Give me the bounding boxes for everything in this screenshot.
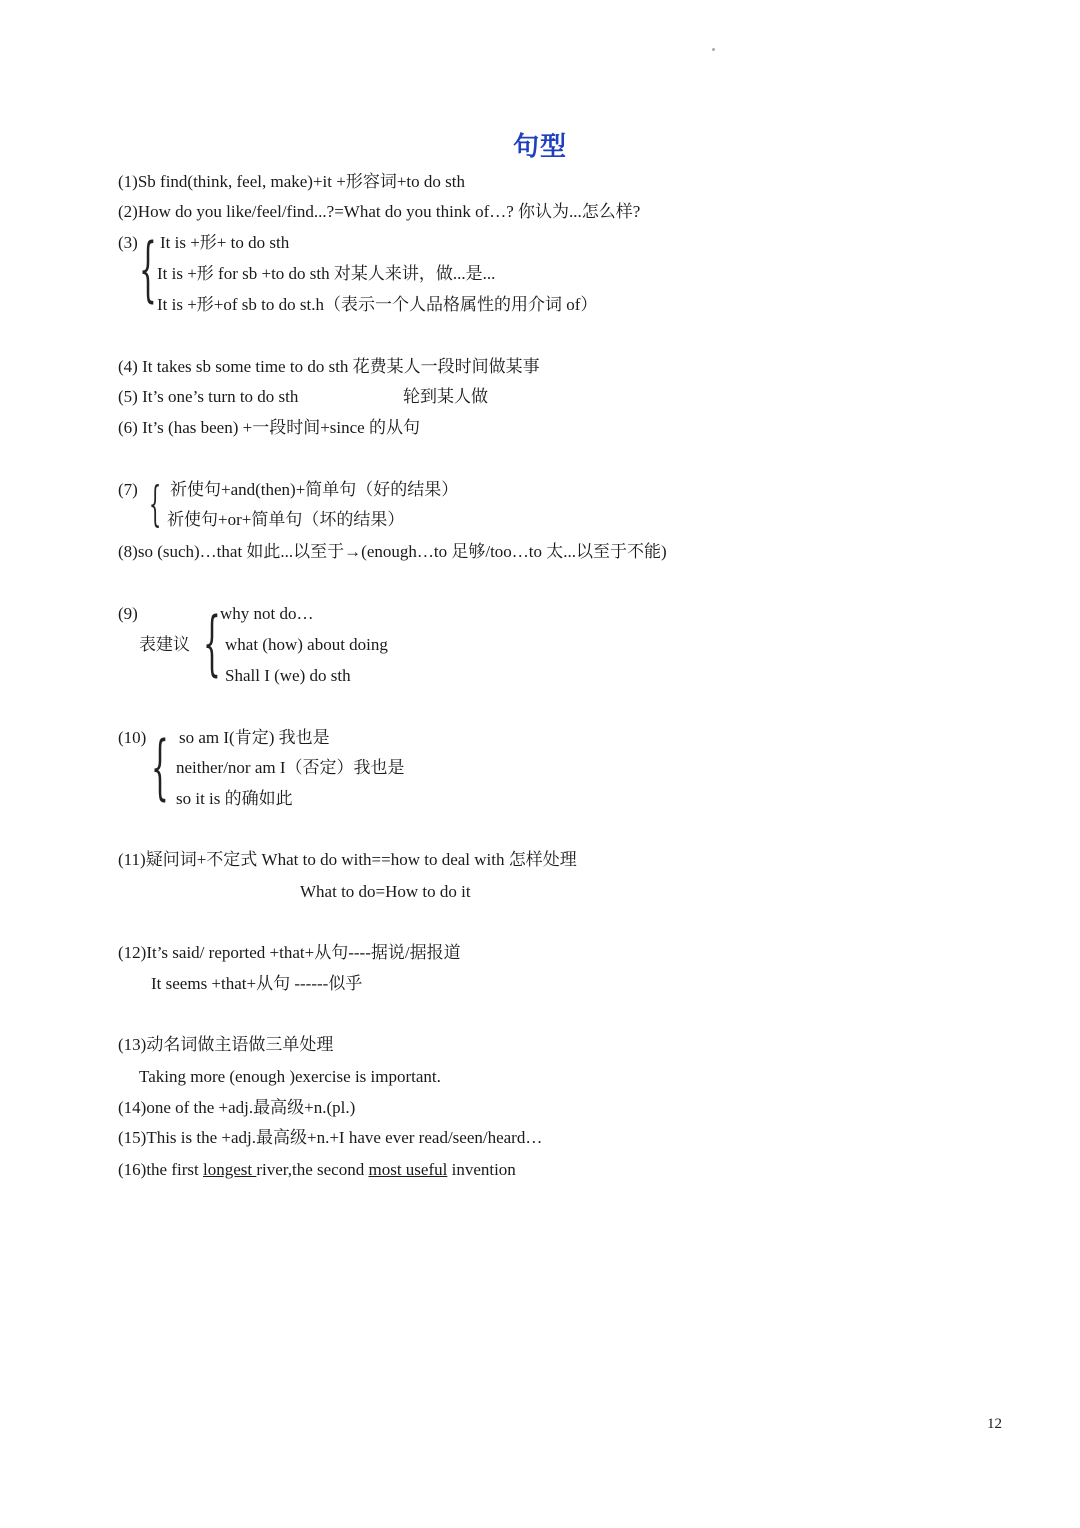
pattern-16-underline-most-useful: most useful: [368, 1160, 448, 1179]
page-number: 12: [987, 1416, 1002, 1432]
pattern-3-line-b: It is +形 for sb +to do sth 对某人来讲，做...是...: [157, 264, 496, 283]
page-title: 句型: [512, 132, 567, 162]
pattern-9-side-label: 表建议: [139, 635, 190, 654]
pattern-13-example: Taking more (enough )exercise is important.: [139, 1067, 441, 1086]
pattern-7-line-b: 祈使句+or+简单句（坏的结果）: [167, 510, 405, 529]
pattern-15: (15)This is the +adj.最高级+n.+I have ever read/seen/heard…: [118, 1128, 543, 1147]
pattern-14: (14)one of the +adj.最高级+n.(pl.): [118, 1098, 356, 1117]
pattern-8: (8)so (such)…that 如此...以至于→(enough…to 足够/too…to 太...以至于不能): [118, 542, 667, 561]
pattern-1: (1)Sb find(think, feel, make)+it +形容词+to do sth: [118, 172, 465, 191]
pattern-4: (4) It takes sb some time to do sth 花费某人一段时间做某事: [118, 357, 540, 376]
pattern-11-line-b: What to do=How to do it: [300, 882, 471, 901]
pattern-6: (6) It’s (has been) +一段时间+since 的从句: [118, 418, 420, 437]
pattern-10-line-c: so it is 的确如此: [176, 789, 293, 808]
pattern-9-line-b: what (how) about doing: [225, 635, 388, 654]
pattern-16-underline-longest: longest: [202, 1160, 257, 1179]
speck-mark: [712, 48, 715, 51]
pattern-3-label: (3): [118, 233, 138, 252]
pattern-7-label: (7): [118, 480, 138, 499]
pattern-7-line-a: 祈使句+and(then)+简单句（好的结果）: [170, 480, 459, 499]
pattern-16-middle: river,the second: [256, 1160, 369, 1179]
pattern-10-line-b: neither/nor am I（否定）我也是: [176, 758, 405, 777]
pattern-5-meaning: 轮到某人做: [403, 387, 488, 406]
brace-3: {: [139, 228, 157, 310]
pattern-9-label: (9): [118, 604, 138, 623]
pattern-3-line-c: It is +形+of sb to do st.h（表示一个人品格属性的用介词 of）: [157, 295, 598, 314]
pattern-16-prefix: (16)the first: [118, 1160, 203, 1179]
pattern-10-line-a: so am I(肯定) 我也是: [179, 728, 330, 747]
pattern-16: [118, 1159, 516, 1181]
pattern-10-label: (10): [118, 728, 147, 747]
pattern-11: (11)疑问词+不定式 What to do with==how to deal with 怎样处理: [118, 850, 577, 869]
brace-10: {: [151, 726, 169, 808]
pattern-5: (5) It’s one’s turn to do sth: [118, 387, 299, 406]
pattern-16-suffix: invention: [447, 1160, 516, 1179]
pattern-2: (2)How do you like/feel/find...?=What do you think of…? 你认为...怎么样?: [118, 202, 641, 221]
brace-9: {: [203, 602, 221, 684]
pattern-9-line-c: Shall I (we) do sth: [225, 666, 351, 685]
pattern-3-line-a: It is +形+ to do sth: [160, 233, 290, 252]
brace-7: {: [149, 476, 162, 532]
pattern-12: (12)It’s said/ reported +that+从句----据说/据报道: [118, 943, 461, 962]
pattern-9-line-a: why not do…: [220, 604, 314, 623]
pattern-13: (13)动名词做主语做三单处理: [118, 1035, 334, 1054]
pattern-12-line-b: It seems +that+从句 ------似乎: [151, 974, 363, 993]
